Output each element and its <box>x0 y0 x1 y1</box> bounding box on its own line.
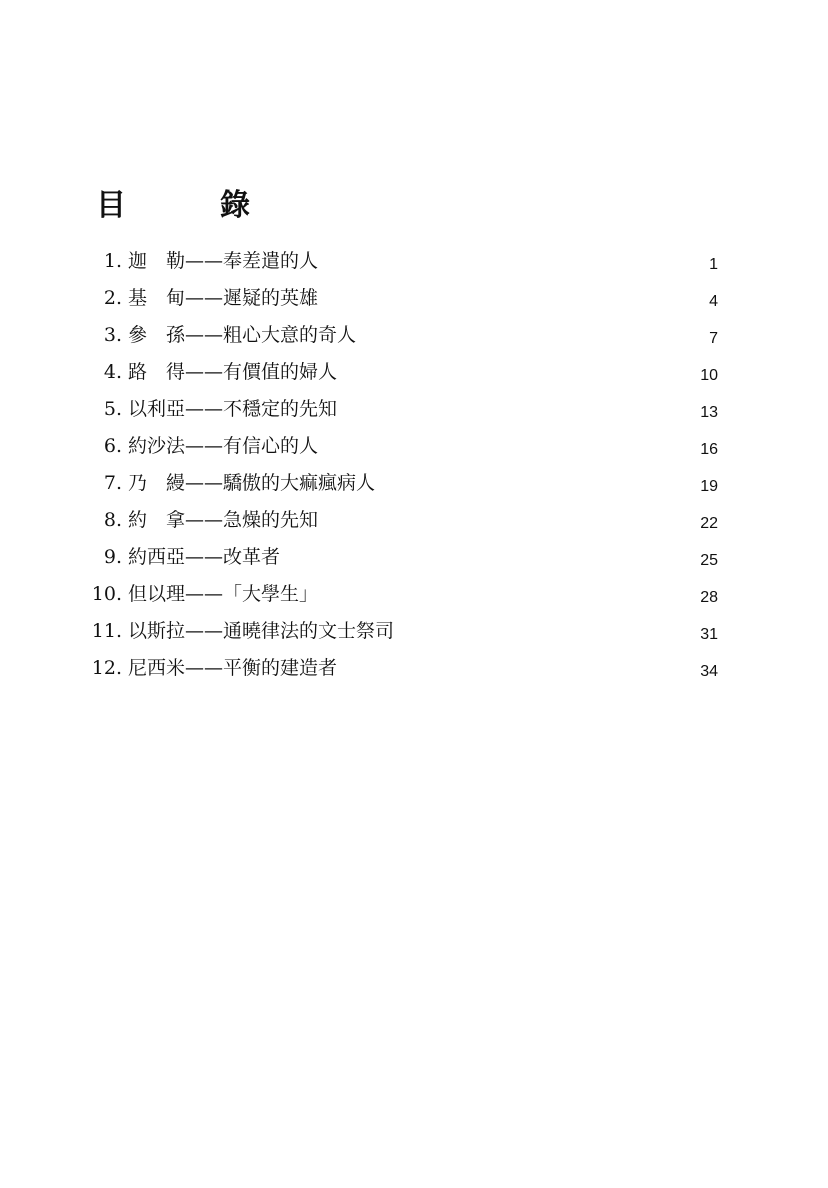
entry-number: 7. <box>103 472 122 494</box>
entry-number: 12. <box>91 657 122 679</box>
toc-entry-3 <box>78 320 738 357</box>
entry-page-number: 28 <box>700 589 718 606</box>
entry-title: 基 甸——遲疑的英雄 <box>128 287 319 309</box>
toc-entry-4 <box>78 357 738 394</box>
entry-number: 3. <box>103 324 122 346</box>
entry-number: 1. <box>103 250 122 272</box>
entry-page-number: 1 <box>709 256 718 273</box>
entry-title: 乃 縵——驕傲的大痲瘋病人 <box>128 472 376 494</box>
entry-number: 8. <box>103 509 122 531</box>
entry-title: 約西亞——改革者 <box>128 546 281 568</box>
entry-title: 以斯拉——通曉律法的文士祭司 <box>128 620 395 642</box>
entry-page-number: 19 <box>700 478 718 495</box>
toc-entry-6 <box>78 431 738 468</box>
entry-title: 但以理——「大學生」 <box>128 583 319 605</box>
toc-entry-12 <box>78 653 738 690</box>
toc-entry-2 <box>78 283 738 320</box>
toc-entry-10 <box>78 579 738 616</box>
toc-list <box>78 246 738 690</box>
toc-entry-11 <box>78 616 738 653</box>
entry-number: 11. <box>91 620 122 642</box>
entry-number: 10. <box>91 583 122 605</box>
entry-number: 5. <box>103 398 122 420</box>
entry-number: 4. <box>103 361 122 383</box>
entry-page-number: 7 <box>709 330 718 347</box>
toc-entry-7 <box>78 468 738 505</box>
entry-title: 路 得——有價值的婦人 <box>128 361 338 383</box>
entry-page-number: 16 <box>700 441 718 458</box>
entry-page-number: 22 <box>700 515 718 532</box>
entry-title: 約 拿——急燥的先知 <box>128 509 319 531</box>
entry-title: 迦 勒——奉差遣的人 <box>128 250 319 272</box>
entry-number: 9. <box>103 546 122 568</box>
toc-entry-1 <box>78 246 738 283</box>
entry-title: 尼西米——平衡的建造者 <box>128 657 338 679</box>
entry-title: 以利亞——不穩定的先知 <box>128 398 338 420</box>
entry-number: 2. <box>103 287 122 309</box>
entry-page-number: 25 <box>700 552 718 569</box>
toc-entry-9 <box>78 542 738 579</box>
entry-page-number: 31 <box>700 626 718 643</box>
toc-entry-5 <box>78 394 738 431</box>
page-title: 目 錄 <box>96 188 282 223</box>
entry-title: 約沙法——有信心的人 <box>128 435 319 457</box>
entry-title: 參 孫——粗心大意的奇人 <box>128 324 357 346</box>
entry-page-number: 34 <box>700 663 718 680</box>
entry-page-number: 10 <box>700 367 718 384</box>
toc-entry-8 <box>78 505 738 542</box>
entry-number: 6. <box>103 435 122 457</box>
entry-page-number: 4 <box>709 293 718 310</box>
entry-page-number: 13 <box>700 404 718 421</box>
